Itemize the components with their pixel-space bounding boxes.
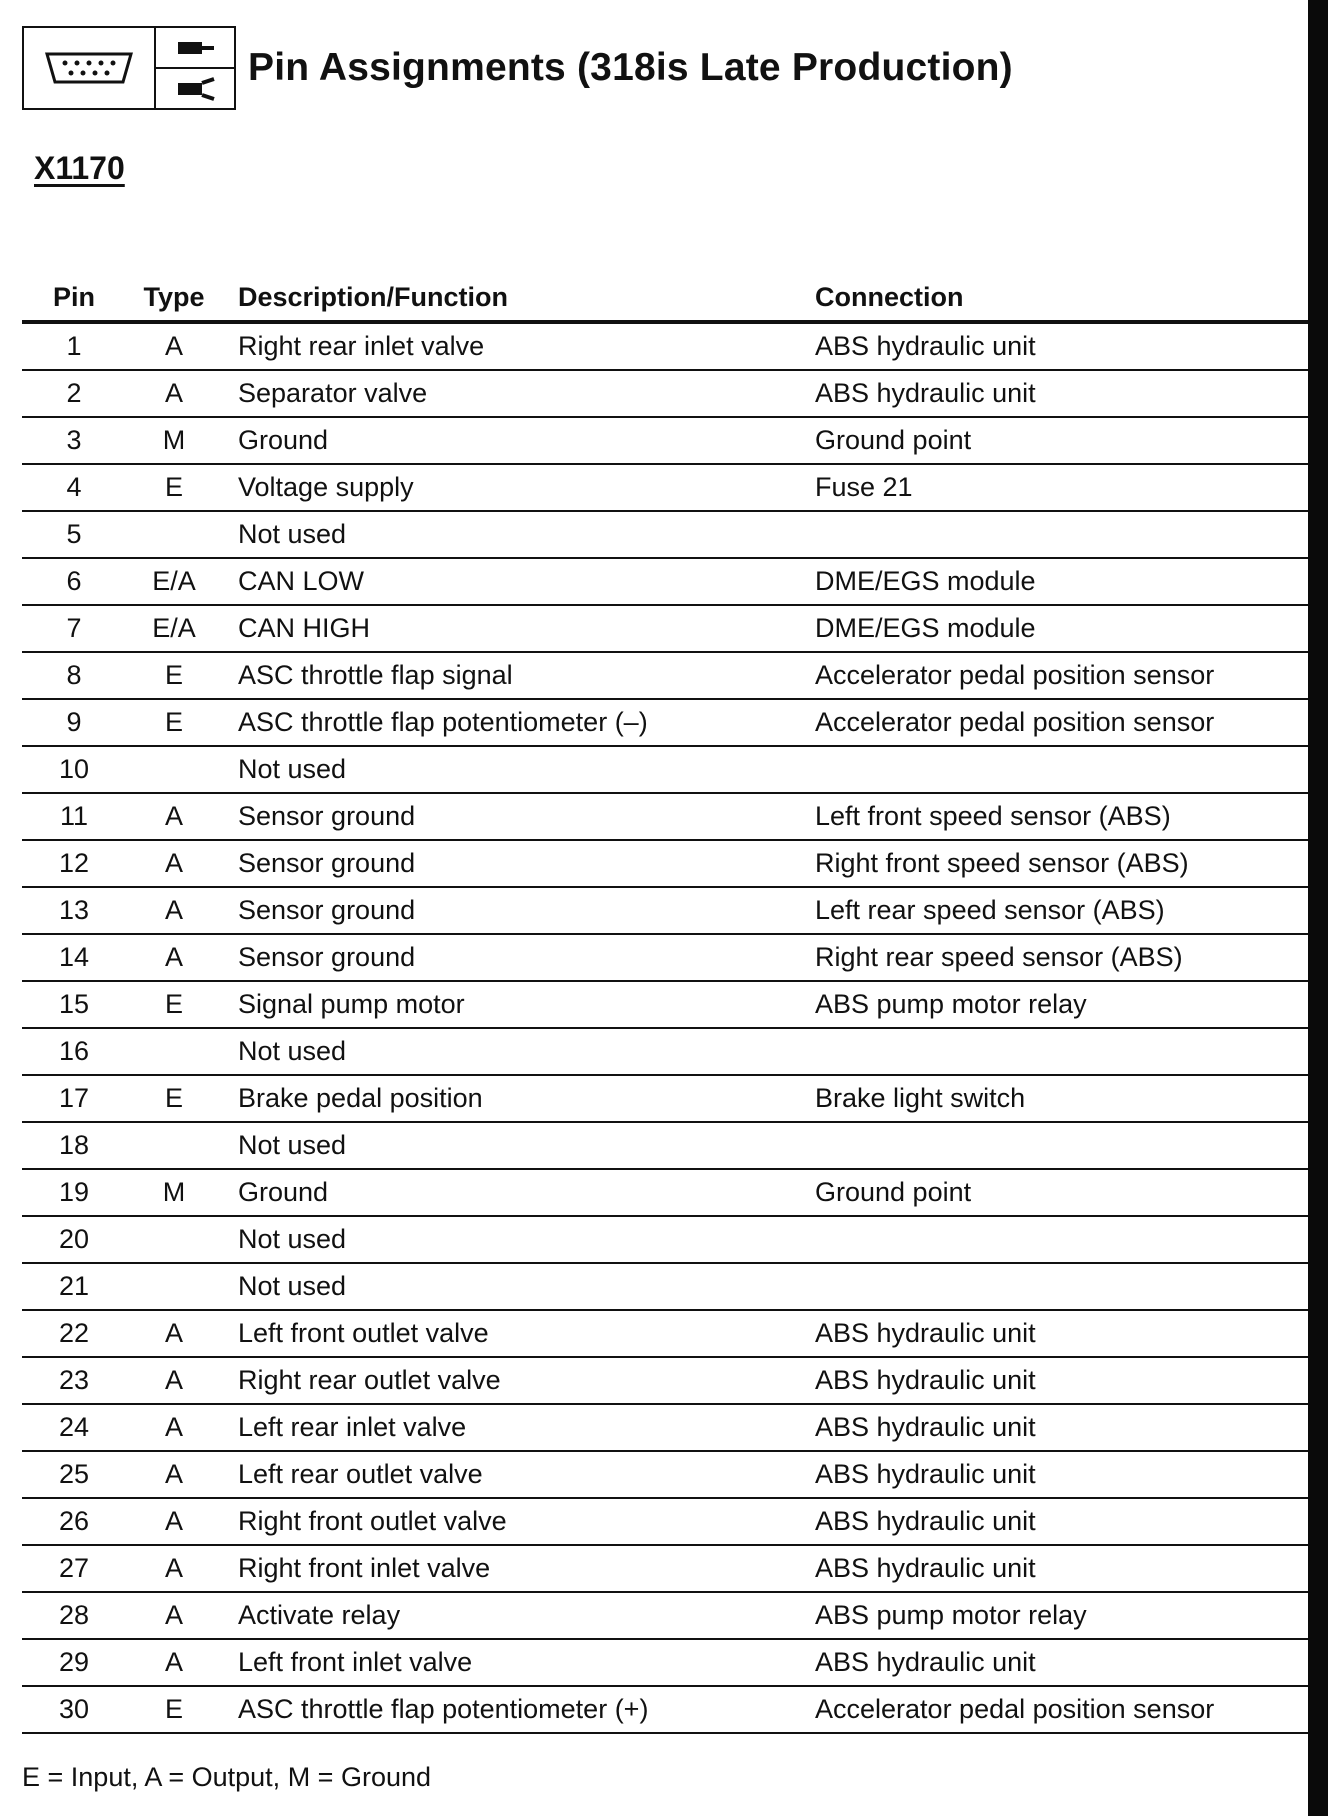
type-cell [126,746,222,793]
table-row [22,934,1308,981]
connection-cell: Brake light switch [815,1075,1308,1122]
pin-cell: 17 [22,1075,126,1122]
table-row [22,1592,1308,1639]
description-cell: Left front inlet valve [222,1639,815,1686]
connection-cell [815,1263,1308,1310]
connection-cell [815,1216,1308,1263]
connection-cell [815,511,1308,558]
type-cell: E/A [126,558,222,605]
pin-cell: 4 [22,464,126,511]
table-header-row [22,274,1308,322]
connection-cell: Right front speed sensor (ABS) [815,840,1308,887]
description-cell: Sensor ground [222,793,815,840]
column-header-pin: Pin [22,274,126,322]
connection-cell [815,746,1308,793]
description-cell: Separator valve [222,370,815,417]
type-cell [126,1263,222,1310]
type-cell: E [126,1686,222,1733]
table-row [22,1075,1308,1122]
table-row [22,699,1308,746]
description-cell: Not used [222,1122,815,1169]
description-cell: Not used [222,511,815,558]
description-cell: Sensor ground [222,934,815,981]
type-cell: A [126,1639,222,1686]
description-cell: Right rear inlet valve [222,322,815,370]
type-cell: M [126,1169,222,1216]
description-cell: Signal pump motor [222,981,815,1028]
type-cell: A [126,934,222,981]
description-cell: Not used [222,1028,815,1075]
type-cell: E [126,652,222,699]
table-row [22,1404,1308,1451]
table-row [22,1357,1308,1404]
pin-cell: 14 [22,934,126,981]
table-row [22,1639,1308,1686]
type-legend: E = Input, A = Output, M = Ground [22,1762,432,1792]
pin-terminal-icons [156,28,234,108]
type-cell: E [126,699,222,746]
type-cell [126,1216,222,1263]
table-row [22,370,1308,417]
type-cell: A [126,793,222,840]
description-cell: Brake pedal position [222,1075,815,1122]
description-cell: Left front outlet valve [222,1310,815,1357]
description-cell: Left rear inlet valve [222,1404,815,1451]
pin-cell: 30 [22,1686,126,1733]
connection-cell: Ground point [815,1169,1308,1216]
table-row [22,605,1308,652]
type-cell [126,511,222,558]
pin-cell: 13 [22,887,126,934]
pin-cell: 16 [22,1028,126,1075]
connection-cell: ABS hydraulic unit [815,322,1308,370]
pin-cell: 15 [22,981,126,1028]
pin-cell: 9 [22,699,126,746]
table-row [22,511,1308,558]
connection-cell: Right rear speed sensor (ABS) [815,934,1308,981]
pin-cell: 23 [22,1357,126,1404]
description-cell: CAN HIGH [222,605,815,652]
pin-cell: 2 [22,370,126,417]
type-cell: A [126,1545,222,1592]
type-cell: A [126,840,222,887]
table-row [22,1686,1308,1733]
connection-cell: ABS hydraulic unit [815,1545,1308,1592]
connection-cell: ABS hydraulic unit [815,1310,1308,1357]
table-row [22,1216,1308,1263]
pin-cell: 18 [22,1122,126,1169]
table-row [22,1122,1308,1169]
description-cell: ASC throttle flap potentiometer (–) [222,699,815,746]
table-row [22,840,1308,887]
table-row [22,417,1308,464]
connection-cell: DME/EGS module [815,558,1308,605]
table-row [22,1451,1308,1498]
type-cell: E [126,1075,222,1122]
connection-cell: Accelerator pedal position sensor [815,652,1308,699]
table-row [22,652,1308,699]
column-header-description: Description/Function [222,274,815,322]
table-row [22,1545,1308,1592]
connection-cell: Left front speed sensor (ABS) [815,793,1308,840]
connection-cell: ABS hydraulic unit [815,370,1308,417]
type-cell: A [126,1498,222,1545]
column-header-type: Type [126,274,222,322]
description-cell: ASC throttle flap signal [222,652,815,699]
connection-cell: ABS hydraulic unit [815,1498,1308,1545]
connector-id: X1170 [34,150,125,186]
type-cell: A [126,887,222,934]
connection-cell [815,1122,1308,1169]
type-cell: A [126,322,222,370]
table-row [22,1263,1308,1310]
description-cell: Voltage supply [222,464,815,511]
table-row [22,1310,1308,1357]
type-cell: E [126,464,222,511]
pin-cell: 27 [22,1545,126,1592]
connection-cell: ABS pump motor relay [815,981,1308,1028]
type-cell: A [126,370,222,417]
pin-cell: 8 [22,652,126,699]
table-row [22,887,1308,934]
connector-plug-icon [24,28,156,108]
description-cell: Right front inlet valve [222,1545,815,1592]
table-row [22,981,1308,1028]
connection-cell: Accelerator pedal position sensor [815,1686,1308,1733]
pin-cell: 20 [22,1216,126,1263]
description-cell: ASC throttle flap potentiometer (+) [222,1686,815,1733]
description-cell: Sensor ground [222,840,815,887]
description-cell: Ground [222,1169,815,1216]
pin-cell: 6 [22,558,126,605]
pin-cell: 3 [22,417,126,464]
description-cell: Right rear outlet valve [222,1357,815,1404]
type-cell: E/A [126,605,222,652]
table-row [22,1028,1308,1075]
pin-assignment-table [22,274,1308,1734]
type-cell: A [126,1357,222,1404]
table-row [22,1169,1308,1216]
pin-cell: 29 [22,1639,126,1686]
table-row [22,558,1308,605]
pin-cell: 21 [22,1263,126,1310]
type-cell: A [126,1404,222,1451]
connection-cell: ABS hydraulic unit [815,1451,1308,1498]
type-cell: E [126,981,222,1028]
pin-cell: 22 [22,1310,126,1357]
table-row [22,322,1308,370]
pin-cell: 11 [22,793,126,840]
page-header [22,26,1013,110]
description-cell: Sensor ground [222,887,815,934]
pin-cell: 12 [22,840,126,887]
pin-cell: 19 [22,1169,126,1216]
type-cell: A [126,1310,222,1357]
description-cell: Activate relay [222,1592,815,1639]
description-cell: Right front outlet valve [222,1498,815,1545]
pin-cell: 5 [22,511,126,558]
table-row [22,464,1308,511]
pin-cell: 24 [22,1404,126,1451]
pin-cell: 26 [22,1498,126,1545]
description-cell: Not used [222,746,815,793]
connection-cell [815,1028,1308,1075]
description-cell: Not used [222,1216,815,1263]
pin-cell: 25 [22,1451,126,1498]
connection-cell: Left rear speed sensor (ABS) [815,887,1308,934]
connection-cell: ABS hydraulic unit [815,1404,1308,1451]
female-pin-icon [156,69,234,108]
connection-cell: ABS pump motor relay [815,1592,1308,1639]
type-cell: M [126,417,222,464]
connection-cell: ABS hydraulic unit [815,1639,1308,1686]
description-cell: CAN LOW [222,558,815,605]
connection-cell: ABS hydraulic unit [815,1357,1308,1404]
page-title: Pin Assignments (318is Late Production) [248,46,1013,89]
type-cell: A [126,1592,222,1639]
description-cell: Not used [222,1263,815,1310]
table-row [22,746,1308,793]
pin-cell: 10 [22,746,126,793]
description-cell: Ground [222,417,815,464]
connection-cell: Ground point [815,417,1308,464]
pin-cell: 7 [22,605,126,652]
connector-icon-box [22,26,236,110]
pin-cell: 1 [22,322,126,370]
table-row [22,1498,1308,1545]
table-row [22,793,1308,840]
page-edge-shadow [1308,0,1328,1816]
connection-cell: Accelerator pedal position sensor [815,699,1308,746]
male-pin-icon [156,28,234,69]
type-cell [126,1122,222,1169]
connection-cell: DME/EGS module [815,605,1308,652]
type-cell: A [126,1451,222,1498]
description-cell: Left rear outlet valve [222,1451,815,1498]
type-cell [126,1028,222,1075]
pin-cell: 28 [22,1592,126,1639]
column-header-connection: Connection [815,274,1308,322]
connection-cell: Fuse 21 [815,464,1308,511]
